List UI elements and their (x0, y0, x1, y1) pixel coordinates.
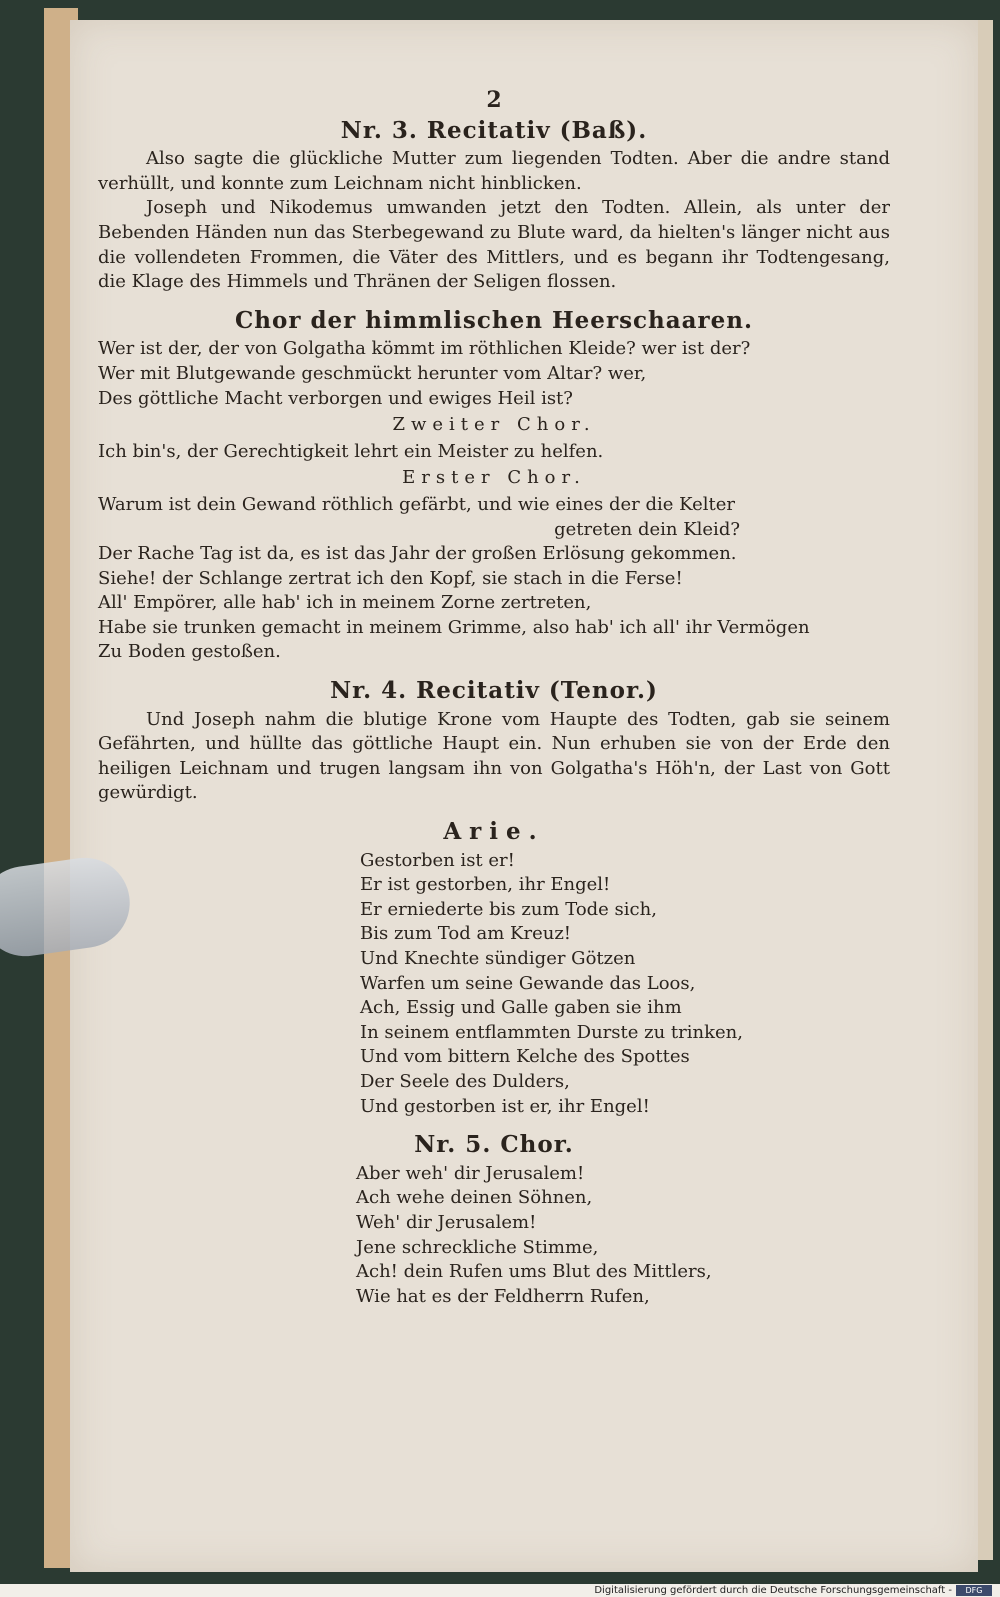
zweiter-chor-line: Ich bin's, der Gerechtigkeit lehrt ein Meister zu helfen. (98, 440, 604, 462)
erster-chor-line: Der Rache Tag ist da, es ist das Jahr der großen Erlösung gekommen. (98, 543, 737, 565)
arie-line: Und gestorben ist er, ihr Engel! (360, 1095, 650, 1117)
erster-chor-line: All' Empörer, alle hab' ich in meinem Zorne zertreten, (98, 592, 592, 614)
zweiter-chor-heading: Zweiter Chor. (392, 414, 596, 436)
footer-credit: Digitalisierung gefördert durch die Deutsche Forschungsgemeinschaft - (594, 1585, 952, 1596)
footer (0, 1584, 1000, 1597)
chor-line: Wer ist der, der von Golgatha kömmt im röthlichen Kleide? wer ist der? (98, 338, 751, 360)
nr5-verse (356, 1162, 890, 1310)
page-number: 2 (486, 87, 502, 113)
nr3-heading: Nr. 3. Recitativ (Baß). (340, 116, 648, 144)
arie-line: In seinem entflammten Durste zu trinken, (360, 1021, 743, 1043)
nr5-line: Jene schreckliche Stimme, (356, 1236, 599, 1258)
chor-line: Des göttliche Macht verborgen und ewiges Heil ist? (98, 387, 573, 409)
dfg-logo: DFG (956, 1585, 992, 1596)
arie-verse (360, 849, 890, 1120)
nr5-heading: Nr. 5. Chor. (414, 1131, 574, 1159)
arie-line: Gestorben ist er! (360, 849, 515, 871)
arie-line: Er ist gestorben, ihr Engel! (360, 874, 611, 896)
nr4-paragraph: Und Joseph nahm die blutige Krone vom Haupte des Todten, gab sie seinem Gefährten, und hüllte das göttliche Haupt ein. Nun erhuben sie von der Erde den heiligen Leichnam und trugen langsam ihn von Golgatha's Höh'n, der Last von Gott gewürdigt. (98, 708, 890, 804)
nr5-line: Ach wehe deinen Söhnen, (356, 1187, 593, 1209)
erster-chor-line: Siehe! der Schlange zertrat ich den Kopf, sie stach in die Ferse! (98, 567, 683, 589)
chor-verse (98, 337, 890, 411)
erster-chor-line: Warum ist dein Gewand röthlich gefärbt, und wie eines der die Kelter (98, 493, 736, 515)
arie-heading: Arie. (443, 818, 545, 846)
nr4-text (98, 708, 890, 806)
erster-chor-line: Habe sie trunken gemacht in meinem Grimme, also hab' ich all' ihr Vermögen (98, 616, 810, 638)
erster-chor-heading: Erster Chor. (402, 467, 586, 489)
arie-line: Und Knechte sündiger Götzen (360, 948, 636, 969)
nr3-paragraph-1: Also sagte die glückliche Mutter zum liegenden Todten. Aber die andre stand verhüllt, und konnte zum Leichnam nicht hinblicken. (98, 148, 890, 194)
chor-line: Wer mit Blutgewande geschmückt herunter vom Altar? wer, (98, 362, 647, 384)
erster-chor-line-continued: getreten dein Kleid? (554, 518, 740, 540)
arie-line: Warfen um seine Gewande das Loos, (360, 972, 696, 994)
nr3-text (98, 147, 890, 295)
nr3-paragraph-2: Joseph und Nikodemus umwanden jetzt den Todten. Allein, als unter der Bebenden Händen nun das Sterbegewand zu Blute ward, da hielten's länger nicht aus die vollendeten Frommen, die Väter des Mittlers, und es begann ihr Todtengesang, die Klage des Himmels und Thränen der Seligen flossen. (98, 197, 890, 293)
arie-line: Bis zum Tod am Kreuz! (360, 923, 572, 945)
arie-line: Und vom bittern Kelche des Spottes (360, 1046, 690, 1068)
arie-line: Er erniederte bis zum Tode sich, (360, 898, 657, 920)
chor-heading: Chor der himmlischen Heerschaaren. (234, 306, 754, 334)
nr5-line: Weh' dir Jerusalem! (356, 1211, 537, 1233)
nr5-line: Ach! dein Rufen ums Blut des Mittlers, (356, 1261, 712, 1283)
erster-chor-line: Zu Boden gestoßen. (98, 641, 281, 663)
page-text (98, 70, 890, 1309)
nr5-line: Aber weh' dir Jerusalem! (356, 1162, 585, 1184)
nr4-heading: Nr. 4. Recitativ (Tenor.) (330, 677, 658, 705)
arie-line: Der Seele des Dulders, (360, 1070, 570, 1092)
nr5-line: Wie hat es der Feldherrn Rufen, (356, 1285, 650, 1307)
arie-line: Ach, Essig und Galle gaben sie ihm (360, 997, 682, 1019)
